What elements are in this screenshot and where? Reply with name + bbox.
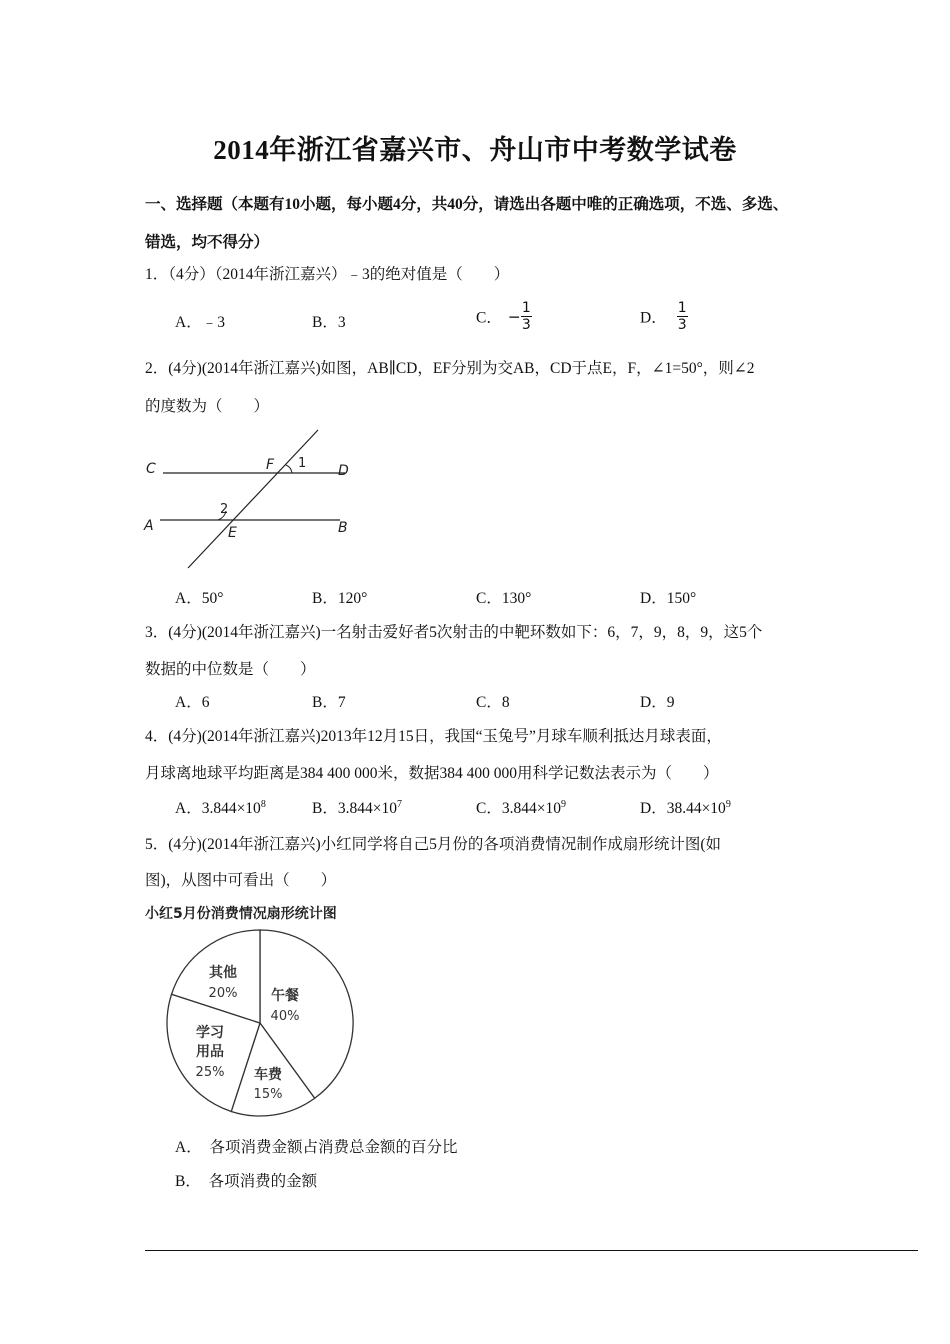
question-5-line1: 5．(4分)(2014年浙江嘉兴)小红同学将自己5月份的各项消费情况制作成扇形统计图(如 <box>145 836 722 853</box>
q4-option-b <box>312 796 402 818</box>
slice-pct-other: 20% <box>208 986 238 1001</box>
q2-option-a: A．50° <box>175 590 224 607</box>
label-e: E <box>228 525 237 541</box>
q4-d-base: D．38.44×10 <box>640 800 726 817</box>
pie-chart-title: 小红5月份消费情况扇形统计图 <box>145 906 337 922</box>
q4-option-a <box>175 796 266 818</box>
question-4-line2: 月球离地球平均距离是384 400 000米，数据384 400 000用科学记数法表示为（ ） <box>145 765 719 782</box>
q5-option-a: A． 各项消费金额占消费总金额的百分比 <box>175 1139 458 1156</box>
q1-option-c <box>476 300 532 333</box>
label-b: B <box>338 520 348 536</box>
slice-pct-supplies: 25% <box>195 1065 225 1080</box>
question-5-line2: 图)，从图中可看出（ ） <box>145 872 337 889</box>
q2-option-b: B．120° <box>312 590 368 607</box>
section-heading-line1: 一、选择题（本题有10小题，每小题4分，共40分，请选出各题中唯的正确选项，不选、多选、 <box>145 196 789 213</box>
q1-option-c-fraction <box>521 300 532 333</box>
slice-label-supplies-2: 用品 <box>196 1044 224 1060</box>
label-c: C <box>146 461 156 477</box>
pie-chart <box>160 925 365 1125</box>
q4-b-exponent: 7 <box>396 798 402 810</box>
q1-option-d-fraction <box>677 300 688 333</box>
q4-c-base: C．3.844×10 <box>476 800 561 817</box>
slice-label-fare: 车费 <box>254 1067 282 1083</box>
q1-option-d <box>640 300 688 333</box>
slice-pct-fare: 15% <box>253 1087 283 1102</box>
label-a: A <box>144 518 154 534</box>
question-2-line1: 2．(4分)(2014年浙江嘉兴)如图，AB∥CD，EF分别为交AB，CD于点E，F，∠1=50°，则∠2 <box>145 360 755 377</box>
q2-option-c: C．130° <box>476 590 532 607</box>
q1-d-denominator: 3 <box>677 317 687 333</box>
q5-option-b: B． 各项消费的金额 <box>175 1173 318 1190</box>
question-3-line1: 3．(4分)(2014年浙江嘉兴)一名射击爱好者5次射击的中靶环数如下：6，7，9，8，9，这5个 <box>145 624 763 641</box>
parallel-lines-figure <box>140 425 370 575</box>
footer-rule <box>145 1250 918 1251</box>
q1-d-numerator: 1 <box>677 300 687 316</box>
label-f: F <box>266 457 275 473</box>
q1-option-d-label: D． <box>640 309 667 327</box>
q1-option-c-sign: − <box>507 307 521 326</box>
q4-option-c <box>476 796 566 818</box>
q4-a-exponent: 8 <box>260 798 266 810</box>
q4-d-exponent: 9 <box>725 798 731 810</box>
q4-b-base: B．3.844×10 <box>312 800 397 817</box>
q1-option-c-label: C． <box>476 309 502 327</box>
question-4-line1: 4．(4分)(2014年浙江嘉兴)2013年12月15日，我国“玉兔号”月球车顺利抵达月球表面， <box>145 728 722 745</box>
q3-option-a: A．6 <box>175 694 210 711</box>
section-heading-line2: 错选，均不得分） <box>145 234 270 251</box>
label-angle-2: 2 <box>220 502 229 517</box>
label-angle-1: 1 <box>298 456 307 471</box>
question-2-line2: 的度数为（ ） <box>145 398 270 415</box>
q1-option-a: A．﹣3 <box>175 314 225 331</box>
slice-label-supplies-1: 学习 <box>196 1025 224 1041</box>
transversal-ef <box>188 430 318 568</box>
q2-option-d: D．150° <box>640 590 697 607</box>
q4-a-base: A．3.844×10 <box>175 800 261 817</box>
q3-option-b: B．7 <box>312 694 346 711</box>
label-d: D <box>338 463 349 479</box>
q4-c-exponent: 9 <box>560 798 566 810</box>
q1-c-denominator: 3 <box>521 317 531 333</box>
q3-option-d: D．9 <box>640 694 675 711</box>
question-3-line2: 数据的中位数是（ ） <box>145 661 316 678</box>
q1-c-numerator: 1 <box>521 300 531 316</box>
page-title: 2014年浙江省嘉兴市、舟山市中考数学试卷 <box>213 135 737 165</box>
q3-option-c: C．8 <box>476 694 510 711</box>
q1-option-b: B．3 <box>312 314 346 331</box>
question-1-text: 1．（4分）（2014年浙江嘉兴）﹣3的绝对值是（ ） <box>145 266 510 283</box>
slice-label-lunch: 午餐 <box>271 988 299 1004</box>
slice-pct-lunch: 40% <box>270 1009 300 1024</box>
angle-1-arc <box>286 465 292 473</box>
slice-label-other: 其他 <box>209 965 237 981</box>
q4-option-d <box>640 796 731 818</box>
